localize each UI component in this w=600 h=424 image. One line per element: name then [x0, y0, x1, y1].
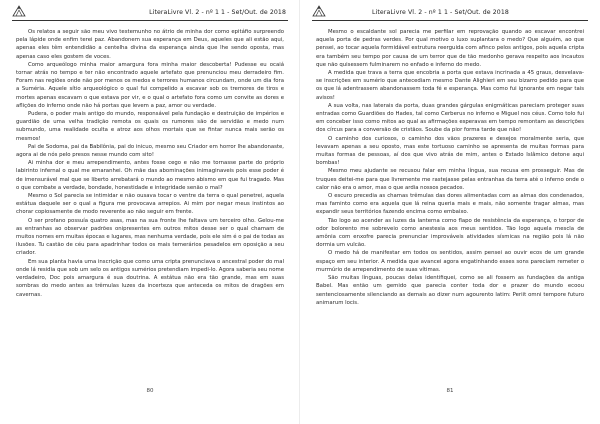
paragraph: O ser profano possuía quatro asas, mas na sua fronte lhe faltava um terceiro olho. Gelou-me as entranhas ao observar padrões onipresentes em outros mitos desse ser o qual chamam de muitos nomes em muitas épocas e lugares, mas nenhuma verdade, pois ele sim é o pai de todas as ilusões. Tu castão de céu para apadrinhar todos os mais temerários pesadelos em oposição a seu criador. — [16, 217, 284, 257]
paragraph: O caminho dos curiosos, o caminho dos vãos prazeres e desejos moralmente seria, que levavam apenas a seu oposto, mas este tortuoso caminho se apresenta de muitas formas para muitas formas de pessoas, aí dos que vivo atrás de mim, antes o Estado Islâmico detone aqui bombas! — [316, 135, 584, 167]
paragraph: Em sua planta havia uma inscrição que como uma cripta prenunciava o ancestral poder do mal onde lá residia que sob um selo os antigos sumérios pretendiam impedi-lo. Agora saberia seu nome verdadeiro, Doc pois amargura é sua doutrina. A estátua não era tão grande, mas em suas sombras do medo antes as trêmulas luzes da incerteza que anteceda os mitos de dragões em cavernas. — [16, 258, 284, 298]
header-title: LiteraLivre Vl. 2 - nº 1 1 - Set/Out. de 2018 — [149, 9, 286, 16]
paragraph: O medo há de manifestar em todos os sentidos, assim pensei ao ouvir ecos de um grande espaço em seu interior. A medida que avancei agora engatinhando esses sons pareciam remeter o murmúrio de arrependimento de suas vítimas. — [316, 250, 584, 273]
paragraph: A sua volta, nas laterais da porta, duas grandes gárgulas enigmáticas pareciam proteger suas entradas como Guardiões do Hades, tal como Cerberus no inferno e Miguel nos céus. Como tolo fui em conceber isso como mitos ao qual as afirmações esperavas em tempo remontam as descrições dos círcus para a conversão de cristãos. Soube da pior forma tarde que não! — [316, 102, 584, 134]
literalivre-logo-icon — [12, 4, 26, 18]
page-number: 81 — [446, 388, 454, 394]
paragraph: Como arqueólogo minha maior amargura fora minha maior descoberta! Pudesse eu ocaiá tornar atrás no tempo e ter não encontrado aquele artefato que prenunciou meu derradeiro fim. Foram nas regiões onde não por menos os medos e terrores humanos circundam, onde um dia fora a Suméria. Aquele sítio arqueológico o qual fui compelido a escavar sob os tremores de tiros e mortes apenas escavam o que estava por vir, e o qual o artefato fora como um convite as dores e aflições do inferno onde não há portas que levem a paz, amor ou verdade. — [16, 61, 284, 109]
paragraph: Mesmo meu ajudante se recusou falar em minha língua, sua recusa em prosseguir. Mas de truques deitei-me para que livremente me rastejasse pelas entranhas da terra até o inferno onde o calor não era o amor, mas o que ardia nossos pecados. — [316, 168, 584, 191]
paragraph: Pai de Sodoma, pai da Babilônia, pai do inicuo, mesmo seu Criador em horror lhe abandonaste, agora ai de nós pelo presos nesse mundo com sito! — [16, 143, 284, 159]
paragraph: São muitas línguas, poucas delas identifiquei, como se ali fossem as fundações da antiga Babel. Mas então um gemido que parecia conter toda dor e prazer do mundo ecoou sentenciosamente silenciando as demais ao dizer num agourento latim: Periit omni tempore futuro animarum locis. — [316, 275, 584, 306]
paragraph: Mesmo o Sol parecia se intimidar e não ousava tocar o ventre da terra o qual penetrei, aquela estátua daquele ser o qual a figura me provocava arrepios. Ai mim por negar meus instintos ao chorar copiosamente de modo reverente ao não seguir em frente. — [16, 193, 284, 216]
paragraph: Tão logo ao acender as luzes da lanterna como flapo de resistência da esperança, o torpor de odor bolorento me sobreveio como anestesia aos meus sentidos. Tão logo aquela mescla de amônia com enxofre parecia prenunciar improváveis atividades sísmicas na região pois lá não dormia um vulcão. — [316, 217, 584, 249]
paragraph: Os relatos a seguir são meu vivo testemunho no átrio de minha dor como epitáfio surpreendo pela lápide onde enfim terei paz. Abandonem sua esperança em Deus, aqueles que ali estão aqui, apenas eles têm entendidão a centelha divina da esperança ainda que lhe sendo oposta, mas apenas caso eles gostem de voces. — [16, 29, 284, 60]
header-title: LiteraLivre Vl. 2 - nº 1 1 - Set/Out. de 2018 — [372, 9, 509, 16]
page-header — [12, 8, 288, 21]
paragraph: Ai minha dor e meu arrependimento, antes fosse cego e não me tornasse parte do próprio labirinto infernal o qual me emaranhei. Oh mãe das abominações inimaginaveis pois esse poder é de imensurável mal que se liberto arrebatará o mundo ao mesmo abismo em que fui tragado. Mas o que combate a verdade, bondade, honestidade e integridade senão o mal? — [16, 160, 284, 191]
page-body — [16, 28, 284, 384]
page-header — [312, 8, 588, 21]
paragraph: O escuro precedia as chamas trêmulas das dores alimentadas com as almas dos condenados, mas faminto como era aquela que lá reina queria mais e mais, não somente tragar almas, mas expandir seus territórios fazendo encima como embaixo. — [316, 193, 584, 216]
paragraph: Mesmo o escaldante sol parecia me perfilar em reprovação quando ao escavar encontrei aquela porta de pedras verdes. Por qual motivo o luxo suplantara o medo? Que alguém, ao que pensei, ao tocar aquela formidável estrutura reerguida com afinco pelos antigos, pois aquela cripta era também seu tempo por causa de um terror que de tão medonho gerava respeito aos incautos que não quisessem fulminarem no enfado e inferno do medo. — [316, 29, 584, 68]
right-page — [300, 0, 600, 424]
paragraph: A medida que trava a terra que encobria a porta que estava incrinada a 45 graus, desvelava-se inscrições em sumério que antecediam mesmo Dante Alighieri em seu bizarro pedido para que os que lá adentrassem abandonassem toda fé e esperança. Mas como fui ignorante em negar tais avisos! — [316, 70, 584, 101]
page-body — [316, 28, 584, 384]
literalivre-logo-icon — [312, 4, 326, 18]
paragraph: Pudera, o poder mais antigo do mundo, responsável pela fundação e destruição de impérios e guardião de uma velha tradição remota os quais os rumores são de servidão e medo num submundo, uma realidade oculta e atroz aos olhos mortais que se fintar nunca mais serão os mesmos! — [16, 111, 284, 142]
page-number: 80 — [146, 388, 154, 394]
